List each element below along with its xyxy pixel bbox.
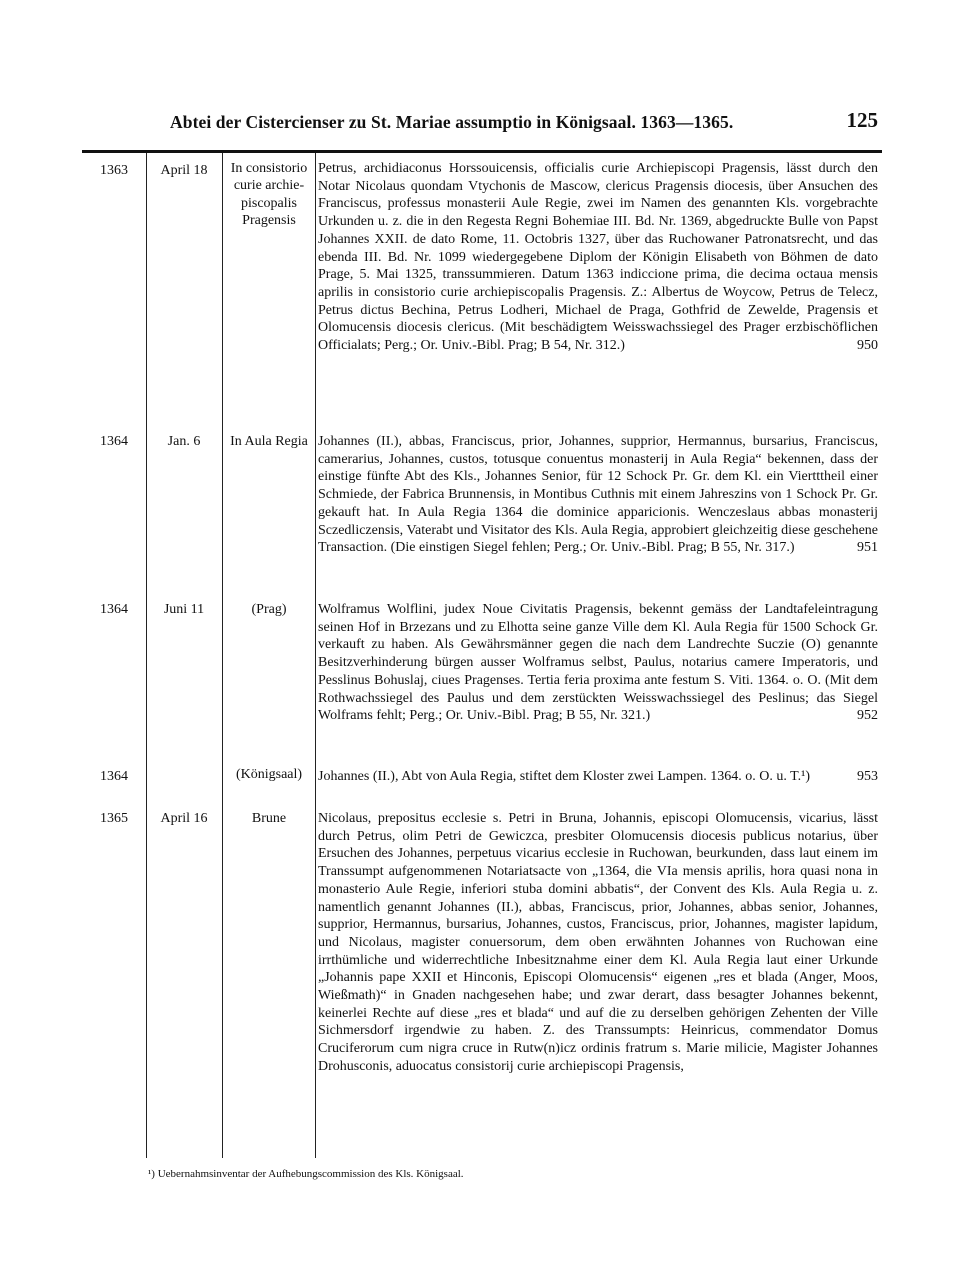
entry-body: Johannes (II.), Abt von Aula Regia, stiftet dem Kloster zwei Lampen. 1364. o. O. u. T.¹): [318, 769, 811, 784]
entry-date: Juni 11: [163, 602, 205, 617]
entry-number: 953: [857, 769, 878, 785]
entry-place: In consistorio curie archie- piscopalis Pragensis: [230, 161, 308, 228]
entry-year: 1365: [100, 811, 128, 826]
entry-place: (Prag): [251, 602, 287, 617]
entry-year: 1364: [100, 434, 128, 449]
entry-number: 951: [857, 540, 878, 556]
entry-text: [318, 768, 878, 786]
entry-text: [318, 160, 878, 355]
entry-date: April 18: [160, 163, 208, 178]
page-number: 125: [846, 108, 878, 132]
entry-text: [318, 433, 878, 557]
entry-date: April 16: [160, 811, 208, 826]
entry-body: Wolframus Wolflini, judex Noue Civitatis Pragensis, bekennt gemäss der Landtafeleintragung seinen Hof in Brzezans und zu Elhotta seine ganze Ville dem Kl. Aula Regia für 1500 Schock Gr. verkauft zu haben. Als Gewährsmänner gegen die nach dem Landrechte Suczie (O) genannte Besitzverhinderung bürgen ausser Wolframus selbst, Paulus, notarius camere Imperatoris, und Pesslinus Bohuslaj, ciues Pragenses. Tertia feria proxima ante festum S. Viti. 1364. o. O. (Mit dem Rothwachssiegel des Paulus und dem zerstückten Weisswachssiegel des Peslinus; das Siegel Wolframs fehlt; Perg.; Or. Univ.-Bibl. Prag; B 55, Nr. 321.): [318, 602, 878, 724]
regesten-table: [82, 150, 882, 1158]
entry-year: 1364: [100, 602, 128, 617]
entry-body: Johannes (II.), abbas, Franciscus, prior, Johannes, supprior, Hermannus, bursarius, Franciscus, camerarius, Johannes, custos, totusque conuentus monasterij in Aula Regia“ bekennen, dass der einstige fünfte Abt des Kls., Johannes Senior, für 12 Schock Pr. Gr. dem Kl. ein Viertttheil einer Schmiede, der Fabrica Brunnensis, in Montibus Cuthnis mit einem Jahreszins von 1 Schock Pr. Gr. gekauft hat. In Aula Regia 1364 die dominice apparicionis. Wenczeslaus abbas monasterij Sczedliczensis, Vaterabt und Visitator des Kls. Aula Regia, approbiert gleichzeitig diese geschehene Transaction. (Die einstigen Siegel fehlen; Perg.; Or. Univ.-Bibl. Prag; B 55, Nr. 317.): [318, 434, 878, 556]
column-divider: [146, 153, 147, 1158]
entry-date: Jan. 6: [167, 434, 201, 449]
footnote: ¹) Uebernahmsinventar der Aufhebungscommission des Kls. Königsaal.: [148, 1168, 464, 1180]
entry-year: 1363: [100, 163, 128, 178]
column-divider: [222, 153, 223, 1158]
entry-text: [318, 810, 878, 1076]
page-title: Abtei der Cistercienser zu St. Mariae assumptio in Königsaal. 1363—1365.: [170, 112, 734, 132]
entry-year: 1364: [100, 769, 128, 784]
entry-text: [318, 601, 878, 725]
entry-place: (Königsaal): [235, 767, 303, 782]
entry-body: Petrus, archidiaconus Horssouicensis, officialis curie Archiepiscopi Pragensis, lässt durch den Notar Nicolaus quondam Vtychonis de Mascow, clericus Pragensis diocesis, über Ansuchen des Franciscus, professus monasterii Aule Regie, zwei im Namen des genannten Kls. vorgebrachte Urkunden u. z. die in den Regesta Regni Bohemiae III. Bd. Nr. 1369, abgedruckte Bulle von Papst Johannes XXII. de dato Rome, 11. Octobris 1327, über das Ruchowaner Patronatsrecht, und das ebenda III. Bd. Nr. 1099 wiedergegebene Diplom der Königin Elisabeth von Böhmen de dato Prage, 5. Mai 1325, transsummieren. Datum 1363 indiccione prima, die decima octaua mensis aprilis in consistorio curie archiepiscopalis Pragensis. Z.: Albertus de Woycow, Petrus de Telecz, Petrus dictus Bechina, Petrus Lodheri, Michael de Praga, Gothfrid de Zewelde, Pragensis et Olomucensis diocesis clericus. (Mit beschädigtem Weisswachssiegel des Prager erzbischöflichen Officialats; Perg.; Or. Univ.-Bibl. Prag; B 54, Nr. 312.): [318, 161, 878, 354]
entry-place: In Aula Regia: [230, 434, 308, 449]
entry-body: Nicolaus, prepositus ecclesie s. Petri in Bruna, Johannis, episcopi Olomucensis, vicarius, lässt durch Petrus, olim Petri de Gewiczca, presbiter Olomucensis diocesis publicus notarius, über Ersuchen des Johannes, perpetuus vicarius ecclesie in Ruchowan, beurkunden, dass laut einem im Transsumpt aufgenommenen Notariatsacte von „1364, die VIa mensis aprilis, hora quasi nona in monasterio Aule Regie, inferiori stuba domini abbatis“, der Convent des Kls. Aula Regia u. z. namentlich genannt Johannes (II.), abbas, Franciscus, prior, Johannes, abbas senior, Johannes, supprior, Hermannus, bursarius, Johannes, custos, Franciscus, prior, Johannes, magister lapidum, und Nicolaus, magister conuersorum, dem oben erwähnten Johannes von Ruchowan eine irrthümliche und widerrechtliche Inbesitznahme einer dem Kl. Aula Regia laut einer Urkunde „Johannis pape XXII et Hinconis, Episcopi Olomucensis“ eigenen „res et blada (Anger, Moos, Wießmath)“ in Gnaden nachgesehen habe; und zwar derart, dass besagter Johannes bekennt, keinerlei Rechte auf diese „res et blada“ und auf die zu derselben gehörigen Zehenten der Ville Sichmersdorf irgendwie zu haben. Z. des Transsumpts: Heinricus, commendator Domus Cruciferorum cum nigra cruce in Rutw(n)icz ordinis fratrum s. Marie milicie, Magister Johannes Drohusconis, aduocatus consistorij curie archiepiscopi Pragensis,: [318, 811, 878, 1074]
column-divider: [315, 153, 316, 1158]
entry-place: Brune: [251, 811, 287, 826]
running-header: [170, 108, 878, 140]
entry-number: 950: [857, 338, 878, 354]
entry-number: 952: [857, 708, 878, 724]
table-top-rule: [82, 150, 882, 153]
